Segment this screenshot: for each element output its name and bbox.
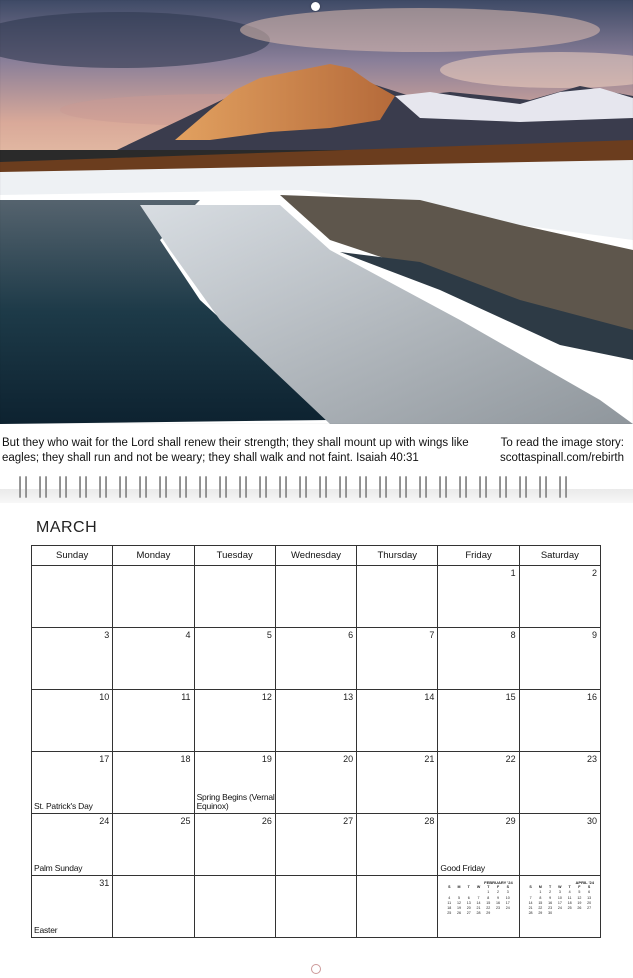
mini-day: 1	[487, 890, 490, 895]
binding-ring	[519, 476, 528, 500]
binding-ring	[319, 476, 328, 500]
day-number: 4	[185, 630, 191, 640]
binding-ring	[119, 476, 128, 500]
day-cell[interactable]	[32, 876, 113, 938]
binding-ring	[299, 476, 308, 500]
mini-weekday: T	[487, 885, 490, 890]
mini-day: 25	[447, 911, 452, 916]
binding-ring	[459, 476, 468, 500]
day-number: 9	[591, 630, 597, 640]
day-cell[interactable]	[194, 876, 275, 938]
mini-day: 28	[528, 911, 533, 916]
binding-ring	[179, 476, 188, 500]
day-cell[interactable]	[32, 814, 113, 876]
weekday-header: Monday	[113, 546, 194, 566]
binding-ring	[559, 476, 568, 500]
week-row	[32, 814, 601, 876]
day-number: 17	[99, 754, 110, 764]
day-cell[interactable]	[113, 752, 194, 814]
day-number: 25	[180, 816, 191, 826]
binding-ring	[199, 476, 208, 500]
mini-day: 13	[587, 895, 592, 900]
mini-day: 29	[486, 911, 491, 916]
month-title: MARCH	[36, 519, 98, 536]
mini-week-row	[444, 911, 512, 916]
mini-day: 4	[568, 890, 571, 895]
day-number: 1	[510, 568, 516, 578]
day-cell[interactable]	[519, 752, 600, 814]
mini-day: 23	[496, 906, 501, 911]
mini-day: 2	[549, 890, 552, 895]
mini-weekday: T	[467, 885, 470, 890]
day-cell[interactable]	[194, 752, 275, 814]
day-event: Palm Sunday	[34, 863, 83, 873]
day-event: Good Friday	[440, 863, 485, 873]
mini-day: 11	[567, 895, 572, 900]
day-number: 3	[104, 630, 110, 640]
binding-ring	[399, 476, 408, 500]
day-cell[interactable]	[275, 752, 356, 814]
spiral-binding	[0, 476, 633, 502]
mini-calendar-prev	[444, 880, 512, 916]
weekday-header: Saturday	[519, 546, 600, 566]
hanging-hole	[311, 2, 320, 11]
binding-ring	[279, 476, 288, 500]
day-cell[interactable]	[438, 876, 519, 938]
binding-ring	[259, 476, 268, 500]
mini-day	[584, 911, 594, 916]
mini-day: 26	[577, 906, 582, 911]
mini-day: 17	[505, 900, 510, 905]
day-cell[interactable]	[519, 814, 600, 876]
day-event: Easter	[34, 925, 58, 935]
week-row	[32, 690, 601, 752]
mini-calendar-next	[526, 880, 594, 916]
weekday-header: Sunday	[32, 546, 113, 566]
binding-ring	[479, 476, 488, 500]
mini-day: 17	[557, 900, 562, 905]
mini-day: 22	[486, 906, 491, 911]
day-cell[interactable]	[194, 690, 275, 752]
day-number: 2	[591, 568, 597, 578]
day-cell[interactable]	[113, 876, 194, 938]
mini-weekday: M	[457, 885, 461, 890]
day-cell[interactable]	[357, 628, 438, 690]
mini-day: 20	[466, 906, 471, 911]
binding-ring	[379, 476, 388, 500]
day-cell[interactable]	[438, 814, 519, 876]
binding-ring	[539, 476, 548, 500]
mini-day: 11	[447, 900, 452, 905]
day-cell[interactable]	[113, 566, 194, 628]
binding-ring	[59, 476, 68, 500]
day-number: 29	[505, 816, 516, 826]
day-event: St. Patrick's Day	[34, 801, 93, 811]
day-cell[interactable]	[275, 814, 356, 876]
mini-day: 30	[548, 911, 553, 916]
day-cell[interactable]	[519, 690, 600, 752]
mini-day: 6	[588, 890, 591, 895]
mini-day	[555, 911, 565, 916]
mini-day: 3	[558, 890, 561, 895]
day-cell[interactable]	[357, 814, 438, 876]
mini-weekday: T	[548, 885, 552, 890]
binding-rings	[19, 476, 568, 500]
day-cell[interactable]	[32, 752, 113, 814]
mini-day: 20	[587, 900, 592, 905]
binding-ring	[439, 476, 448, 500]
day-number: 22	[505, 754, 516, 764]
mini-day: 18	[567, 900, 572, 905]
landscape-photo	[0, 0, 633, 424]
bottom-hole	[311, 964, 321, 974]
week-row	[32, 876, 601, 938]
binding-ring	[79, 476, 88, 500]
mini-calendar-title: FEBRUARY '24	[484, 880, 513, 885]
day-number: 7	[429, 630, 435, 640]
verse-line-1: But they who wait for the Lord shall renew their strength; they shall mount up with wings like	[2, 437, 469, 449]
mini-day: 7	[477, 895, 480, 900]
mini-day: 12	[577, 895, 582, 900]
day-cell[interactable]	[32, 690, 113, 752]
mini-day: 22	[538, 906, 543, 911]
day-number: 16	[586, 692, 597, 702]
mini-day: 25	[567, 906, 572, 911]
binding-ring	[139, 476, 148, 500]
mini-day: 16	[548, 900, 553, 905]
mini-weekday: W	[558, 885, 562, 890]
mini-day: 13	[466, 900, 471, 905]
day-cell[interactable]	[275, 690, 356, 752]
day-number: 11	[181, 692, 191, 702]
weekday-header: Thursday	[357, 546, 438, 566]
binding-ring	[499, 476, 508, 500]
binding-ring	[359, 476, 368, 500]
day-number: 30	[586, 816, 597, 826]
day-number: 12	[261, 692, 272, 702]
day-number: 28	[424, 816, 435, 826]
binding-ring	[419, 476, 428, 500]
story-url[interactable]: scottaspinall.com/rebirth	[500, 452, 624, 464]
mini-weekday: M	[538, 885, 542, 890]
mini-day: 12	[457, 900, 462, 905]
mini-day: 10	[505, 895, 510, 900]
mini-day: 24	[505, 906, 510, 911]
day-number: 26	[261, 816, 272, 826]
mini-day: 14	[476, 900, 481, 905]
mini-day: 7	[529, 895, 532, 900]
day-number: 19	[261, 754, 272, 764]
mini-weekday: S	[506, 885, 509, 890]
mini-day: 16	[496, 900, 501, 905]
day-cell[interactable]	[275, 628, 356, 690]
week-row	[32, 566, 601, 628]
mini-day: 2	[497, 890, 500, 895]
mini-day: 19	[577, 900, 582, 905]
mini-day	[503, 911, 513, 916]
day-number: 31	[99, 878, 110, 888]
day-cell[interactable]	[275, 876, 356, 938]
verse-caption	[2, 436, 488, 466]
day-cell[interactable]	[194, 566, 275, 628]
mini-weekday: F	[578, 885, 581, 890]
day-number: 24	[99, 816, 110, 826]
mini-day: 24	[557, 906, 562, 911]
day-number: 10	[99, 692, 110, 702]
binding-ring	[19, 476, 28, 500]
mini-day	[574, 911, 584, 916]
day-cell[interactable]	[113, 814, 194, 876]
mini-weekday: W	[476, 885, 481, 890]
mini-day: 5	[458, 895, 461, 900]
day-cell[interactable]	[519, 876, 600, 938]
mini-weekday: S	[529, 885, 532, 890]
week-row	[32, 628, 601, 690]
mini-day: 21	[476, 906, 481, 911]
image-story-link[interactable]	[474, 436, 624, 466]
day-cell[interactable]	[357, 876, 438, 938]
weekday-header: Friday	[438, 546, 519, 566]
binding-ring	[239, 476, 248, 500]
week-row	[32, 752, 601, 814]
mini-day: 9	[497, 895, 500, 900]
mini-weekday: T	[568, 885, 571, 890]
weekday-header: Tuesday	[194, 546, 275, 566]
binding-ring	[159, 476, 168, 500]
day-cell[interactable]	[32, 566, 113, 628]
day-number: 27	[343, 816, 354, 826]
day-cell[interactable]	[519, 566, 600, 628]
binding-ring	[99, 476, 108, 500]
mini-day: 14	[528, 900, 533, 905]
verse-line-2: eagles; they shall run and not be weary; they shall walk and not faint. Isaiah 40:31	[2, 452, 419, 464]
day-number: 18	[180, 754, 191, 764]
mini-week-row	[526, 911, 594, 916]
mini-day: 5	[578, 890, 581, 895]
weekday-header: Wednesday	[275, 546, 356, 566]
mini-day: 29	[538, 911, 543, 916]
month-grid	[31, 545, 601, 938]
day-cell[interactable]	[438, 566, 519, 628]
day-cell[interactable]	[357, 566, 438, 628]
day-cell[interactable]	[32, 628, 113, 690]
day-cell[interactable]	[113, 690, 194, 752]
mini-weekday: S	[448, 885, 451, 890]
day-cell[interactable]	[519, 628, 600, 690]
day-cell[interactable]	[113, 628, 194, 690]
mini-day: 15	[538, 900, 543, 905]
mini-day: 27	[466, 911, 471, 916]
day-event: Spring Begins (Vernal Equinox)	[196, 792, 275, 811]
mini-day: 18	[447, 906, 452, 911]
mini-day: 27	[587, 906, 592, 911]
day-number: 20	[343, 754, 354, 764]
weekday-header-row	[32, 546, 601, 566]
mini-day: 23	[548, 906, 553, 911]
day-number: 15	[505, 692, 516, 702]
day-cell[interactable]	[438, 752, 519, 814]
mini-day: 26	[457, 911, 462, 916]
day-cell[interactable]	[194, 814, 275, 876]
mini-weekday: S	[587, 885, 591, 890]
day-number: 13	[343, 692, 354, 702]
mini-day: 15	[486, 900, 491, 905]
day-number: 21	[424, 754, 435, 764]
mini-day	[493, 911, 503, 916]
mini-calendar-title: APRIL '24	[575, 880, 594, 885]
day-number: 23	[586, 754, 597, 764]
binding-ring	[339, 476, 348, 500]
mini-day	[565, 911, 575, 916]
day-cell[interactable]	[438, 690, 519, 752]
day-number: 14	[424, 692, 435, 702]
mini-day: 8	[487, 895, 490, 900]
day-cell[interactable]	[357, 752, 438, 814]
mini-day: 9	[549, 895, 552, 900]
mini-day: 3	[506, 890, 509, 895]
day-cell[interactable]	[438, 628, 519, 690]
story-label: To read the image story:	[500, 437, 624, 449]
day-number: 6	[348, 630, 354, 640]
day-number: 8	[510, 630, 516, 640]
mini-day: 10	[557, 895, 562, 900]
day-cell[interactable]	[357, 690, 438, 752]
mini-day: 19	[457, 906, 462, 911]
binding-ring	[39, 476, 48, 500]
mini-day: 28	[476, 911, 481, 916]
day-number: 5	[266, 630, 272, 640]
mini-day: 8	[539, 895, 542, 900]
mini-day: 21	[528, 906, 533, 911]
day-cell[interactable]	[275, 566, 356, 628]
mini-day: 4	[448, 895, 451, 900]
binding-ring	[219, 476, 228, 500]
mini-day: 1	[539, 890, 542, 895]
mini-day: 6	[467, 895, 470, 900]
mini-weekday: F	[496, 885, 500, 890]
day-cell[interactable]	[194, 628, 275, 690]
